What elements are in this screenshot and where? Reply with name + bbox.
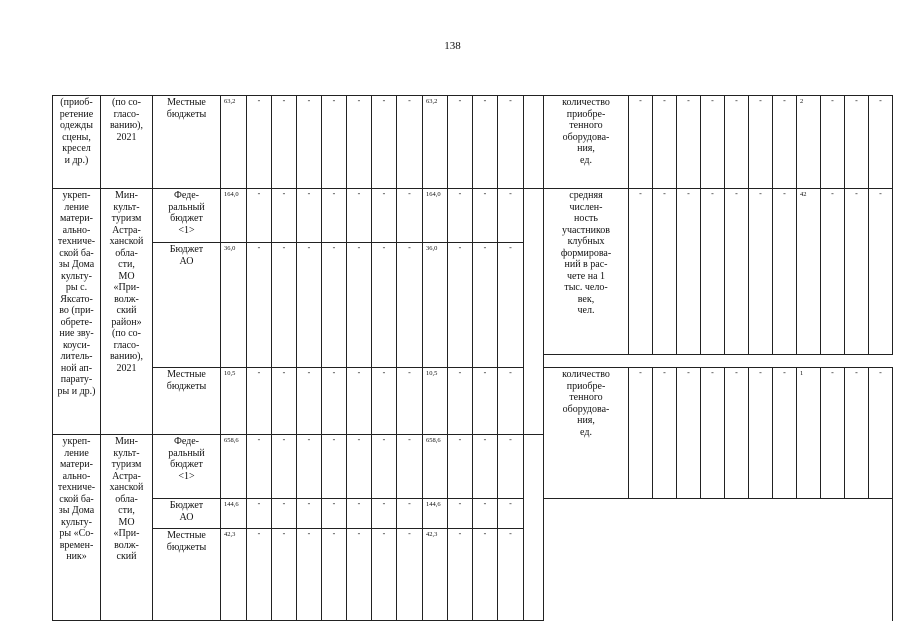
year-cell-text: - [458, 499, 462, 509]
funding-source-cell-text: Местные бюджеты [166, 97, 207, 120]
event-cell [53, 189, 101, 435]
indicator-year-cell-text: - [831, 368, 834, 377]
year-cell [397, 189, 423, 243]
indicator-year-cell-text: - [687, 368, 690, 377]
amount-total-cell [423, 435, 448, 499]
year-cell [372, 499, 397, 529]
event-cell-text: (приоб- ретение одежды сцены, кресел и др.) [59, 97, 94, 166]
indicator-year-cell-text: - [783, 189, 786, 198]
year-cell [272, 189, 297, 243]
year-cell [322, 96, 347, 189]
year-cell [372, 96, 397, 189]
indicator-year-cell [653, 96, 677, 189]
amount-total-cell [423, 189, 448, 243]
year-cell-text: - [458, 368, 462, 377]
year-cell [322, 529, 347, 621]
funding-source-cell [153, 529, 221, 621]
year-cell [473, 435, 498, 499]
indicator-value-cell [797, 368, 821, 499]
amount-cell-text: 658,6 [224, 437, 239, 444]
indicator-year-cell-text: - [711, 96, 714, 105]
year-cell-text: - [382, 529, 386, 539]
table-row [53, 368, 893, 435]
indicator-year-cell-text: - [831, 96, 834, 105]
year-cell [498, 499, 524, 529]
amount-cell-text: 42,3 [224, 531, 236, 539]
year-cell-text: - [257, 189, 261, 198]
year-cell [297, 368, 322, 435]
indicator-year-cell [677, 368, 701, 499]
year-cell [272, 499, 297, 529]
funding-source-cell-text: Местные бюджеты [166, 530, 207, 553]
indicator-year-cell [653, 368, 677, 499]
year-cell [397, 499, 423, 529]
year-cell [247, 189, 272, 243]
executor-cell [101, 189, 153, 435]
indicator-year-cell [821, 189, 845, 355]
indicator-year-cell-text: - [663, 189, 666, 198]
executor-cell-text: Мин- культ- туризм Астра- ханской обла- сти, МО «При- волж- ский [109, 436, 144, 562]
year-cell [372, 243, 397, 368]
year-cell [473, 529, 498, 621]
year-cell [498, 435, 524, 499]
amount-total-cell-text: 42,3 [426, 531, 438, 539]
year-cell [347, 529, 372, 621]
indicator-year-cell [749, 368, 773, 499]
indicator-year-cell [725, 96, 749, 189]
year-cell [247, 243, 272, 368]
indicator-name-cell [544, 189, 629, 355]
executor-cell-text: (по со- гласо- ванию), 2021 [109, 97, 144, 143]
year-cell-text: - [332, 435, 336, 444]
indicator-year-cell-text: - [855, 368, 858, 377]
year-cell [322, 243, 347, 368]
amount-total-cell-text: 144,6 [426, 501, 441, 509]
year-cell-text: - [307, 96, 311, 105]
year-cell-text: - [357, 96, 361, 105]
funding-source-cell [153, 368, 221, 435]
year-cell-text: - [282, 96, 286, 105]
indicator-year-cell [869, 189, 893, 355]
year-cell [372, 368, 397, 435]
year-cell [247, 96, 272, 189]
year-cell [322, 189, 347, 243]
page-number: 138 [444, 40, 461, 52]
year-cell-text: - [257, 435, 261, 444]
year-cell-text: - [257, 96, 261, 105]
year-cell [498, 189, 524, 243]
funding-source-cell-text: Бюджет АО [169, 500, 204, 523]
indicator-year-cell [749, 189, 773, 355]
indicator-year-cell [821, 96, 845, 189]
amount-cell [221, 499, 247, 529]
year-cell-text: - [357, 435, 361, 444]
year-cell [297, 499, 322, 529]
indicator-year-cell-text: - [711, 368, 714, 377]
indicator-year-cell [701, 189, 725, 355]
year-cell-text: - [509, 368, 512, 377]
year-cell-text: - [382, 243, 386, 252]
table-row [53, 529, 893, 621]
funding-source-cell-text: Феде- ральный бюджет <1> [168, 436, 205, 482]
year-cell-text: - [509, 529, 512, 539]
indicator-year-cell [773, 368, 797, 499]
indicator-year-cell-text: - [639, 368, 642, 377]
year-cell-text: - [408, 189, 411, 198]
indicator-year-cell-text: - [759, 368, 762, 377]
executor-cell-text: Мин- культ- туризм Астра- ханской обла- сти, МО «При- волж- ский район» (по со- гласо- ванию), 2021 [109, 190, 144, 374]
amount-cell [221, 189, 247, 243]
indicator-year-cell-text: - [639, 96, 642, 105]
indicator-year-cell [677, 96, 701, 189]
year-cell [473, 189, 498, 243]
year-cell [247, 499, 272, 529]
year-cell [397, 368, 423, 435]
amount-cell-text: 10,5 [224, 370, 236, 377]
indicator-year-cell-text: - [759, 189, 762, 198]
year-cell [347, 368, 372, 435]
gap-cell [524, 435, 544, 621]
year-cell-text: - [509, 243, 512, 252]
year-cell [473, 499, 498, 529]
indicator-year-cell [869, 368, 893, 499]
indicator-year-cell [869, 96, 893, 189]
year-cell [272, 368, 297, 435]
indicator-year-cell-text: - [855, 96, 858, 105]
amount-total-cell [423, 368, 448, 435]
year-cell [347, 435, 372, 499]
year-cell-text: - [382, 96, 386, 105]
indicator-year-cell-text: - [687, 189, 690, 198]
year-cell-text: - [483, 435, 487, 444]
indicator-year-cell-text: - [759, 96, 762, 105]
year-cell-text: - [357, 529, 361, 539]
year-cell [498, 96, 524, 189]
funding-source-cell [153, 96, 221, 189]
indicator-name-cell-text: количество приобре- тенного оборудова- ния, ед. [562, 369, 610, 438]
indicator-name-cell-text: средняя числен- ность участников клубных формирова- ний в рас- чете на 1 тыс. чело- век, чел. [560, 190, 612, 316]
gap-cell [524, 96, 544, 189]
amount-total-cell [423, 499, 448, 529]
year-cell [473, 243, 498, 368]
funding-source-cell [153, 499, 221, 529]
year-cell [322, 435, 347, 499]
year-cell-text: - [257, 499, 261, 509]
gap-cell [524, 189, 544, 435]
year-cell-text: - [357, 243, 361, 252]
indicator-year-cell [725, 189, 749, 355]
amount-cell-text: 36,0 [224, 245, 236, 252]
indicator-name-cell [544, 368, 629, 499]
year-cell-text: - [282, 435, 286, 444]
indicator-year-cell-text: - [783, 96, 786, 105]
indicator-year-cell-text: - [783, 368, 786, 377]
amount-cell-text: 144,6 [224, 501, 239, 509]
indicator-year-cell-text: - [687, 96, 690, 105]
year-cell-text: - [332, 499, 336, 509]
year-cell-text: - [483, 499, 487, 509]
amount-cell [221, 243, 247, 368]
year-cell [347, 499, 372, 529]
indicator-year-cell-text: - [879, 96, 882, 105]
table-row [53, 499, 893, 529]
event-cell [53, 435, 101, 621]
indicator-year-cell [845, 368, 869, 499]
program-table [52, 95, 893, 621]
year-cell [397, 243, 423, 368]
year-cell [297, 96, 322, 189]
indicator-year-cell-text: - [879, 189, 882, 198]
year-cell [448, 529, 473, 621]
year-cell [448, 189, 473, 243]
indicator-year-cell [749, 96, 773, 189]
indicator-year-cell-text: - [855, 189, 858, 198]
indicator-value-cell-text: 1 [800, 370, 804, 377]
year-cell-text: - [307, 499, 311, 509]
year-cell [247, 435, 272, 499]
year-cell-text: - [257, 243, 261, 252]
year-cell-text: - [509, 435, 512, 444]
year-cell [372, 435, 397, 499]
indicator-value-cell [797, 96, 821, 189]
indicator-value-cell-text: 2 [800, 98, 804, 105]
funding-source-cell-text: Феде- ральный бюджет <1> [168, 190, 205, 236]
year-cell-text: - [332, 189, 336, 198]
year-cell [397, 529, 423, 621]
year-cell-text: - [282, 529, 286, 539]
amount-total-cell-text: 36,0 [426, 245, 438, 252]
indicator-year-cell-text: - [735, 368, 738, 377]
year-cell [272, 529, 297, 621]
year-cell-text: - [282, 499, 286, 509]
indicator-year-cell-text: - [711, 189, 714, 198]
year-cell [473, 96, 498, 189]
year-cell [297, 189, 322, 243]
event-cell-text: укреп- ление матери- ально- техниче- ской ба- зы Дома культу- ры с. Яксато- во (при- обрете- ние зву- коуси- литель- ной ап- парату- ры и др.) [57, 190, 96, 397]
year-cell-text: - [509, 96, 512, 105]
amount-cell-text: 164,0 [224, 191, 239, 198]
indicator-year-cell [677, 189, 701, 355]
indicator-year-cell [773, 96, 797, 189]
year-cell-text: - [307, 243, 311, 252]
year-cell [297, 243, 322, 368]
year-cell-text: - [509, 499, 512, 509]
amount-cell [221, 529, 247, 621]
indicator-year-cell [821, 368, 845, 499]
year-cell [372, 189, 397, 243]
amount-total-cell [423, 243, 448, 368]
year-cell-text: - [458, 96, 462, 105]
funding-source-cell [153, 435, 221, 499]
year-cell-text: - [307, 189, 311, 198]
indicator-year-cell-text: - [735, 189, 738, 198]
year-cell [473, 368, 498, 435]
year-cell [322, 499, 347, 529]
funding-source-cell-text: Бюджет АО [169, 244, 204, 267]
year-cell [498, 529, 524, 621]
indicator-value-cell-text: 42 [800, 191, 807, 198]
year-cell-text: - [408, 243, 411, 252]
year-cell-text: - [257, 529, 261, 539]
year-cell-text: - [282, 368, 286, 377]
year-cell-text: - [357, 368, 361, 377]
year-cell [347, 96, 372, 189]
indicator-year-cell [629, 189, 653, 355]
year-cell [448, 499, 473, 529]
year-cell-text: - [382, 499, 386, 509]
year-cell [448, 96, 473, 189]
year-cell-text: - [332, 368, 336, 377]
year-cell [347, 243, 372, 368]
amount-total-cell-text: 164,0 [426, 191, 441, 198]
year-cell-text: - [307, 435, 311, 444]
year-cell-text: - [483, 96, 487, 105]
year-cell [448, 243, 473, 368]
indicator-year-cell [845, 189, 869, 355]
year-cell-text: - [332, 529, 336, 539]
funding-source-cell [153, 189, 221, 243]
year-cell-text: - [357, 189, 361, 198]
indicator-year-cell [845, 96, 869, 189]
year-cell [448, 435, 473, 499]
year-cell [272, 435, 297, 499]
year-cell-text: - [458, 189, 462, 198]
amount-cell [221, 435, 247, 499]
year-cell-text: - [307, 368, 311, 377]
event-cell-text: укреп- ление матери- ально- техниче- ской ба- зы Дома культу- ры «Со- времен- ник» [57, 436, 96, 562]
year-cell-text: - [458, 529, 462, 539]
year-cell [297, 529, 322, 621]
amount-cell [221, 96, 247, 189]
amount-cell-text: 63,2 [224, 98, 236, 105]
indicator-year-cell [701, 368, 725, 499]
funding-source-cell-text: Местные бюджеты [166, 369, 207, 392]
year-cell [397, 96, 423, 189]
amount-total-cell [423, 529, 448, 621]
indicator-year-cell [773, 189, 797, 355]
indicator-year-cell [653, 189, 677, 355]
year-cell-text: - [282, 243, 286, 252]
year-cell [397, 435, 423, 499]
indicator-year-cell-text: - [735, 96, 738, 105]
year-cell [247, 368, 272, 435]
year-cell-text: - [282, 189, 286, 198]
year-cell [247, 529, 272, 621]
year-cell [498, 368, 524, 435]
indicator-year-cell-text: - [831, 189, 834, 198]
funding-source-cell [153, 243, 221, 368]
year-cell [498, 243, 524, 368]
indicator-year-cell [701, 96, 725, 189]
year-cell-text: - [483, 189, 487, 198]
year-cell-text: - [408, 435, 411, 444]
indicator-year-cell-text: - [663, 96, 666, 105]
year-cell-text: - [458, 435, 462, 444]
year-cell-text: - [332, 96, 336, 105]
table-row [53, 96, 893, 189]
amount-total-cell-text: 63,2 [426, 98, 438, 105]
year-cell [372, 529, 397, 621]
indicator-year-cell-text: - [879, 368, 882, 377]
year-cell [347, 189, 372, 243]
year-cell-text: - [257, 368, 261, 377]
indicator-name-cell-text: количество приобре- тенного оборудова- ния, ед. [562, 97, 610, 166]
indicator-year-cell-text: - [663, 368, 666, 377]
year-cell-text: - [408, 499, 411, 509]
amount-total-cell-text: 658,6 [426, 437, 441, 444]
year-cell [272, 96, 297, 189]
year-cell [272, 243, 297, 368]
year-cell-text: - [332, 243, 336, 252]
indicator-year-cell [629, 368, 653, 499]
amount-cell [221, 368, 247, 435]
year-cell-text: - [382, 435, 386, 444]
year-cell-text: - [307, 529, 311, 539]
year-cell-text: - [408, 96, 411, 105]
indicator-year-cell-text: - [639, 189, 642, 198]
executor-cell [101, 96, 153, 189]
indicator-year-cell [629, 96, 653, 189]
amount-total-cell-text: 10,5 [426, 370, 438, 377]
year-cell-text: - [483, 529, 487, 539]
year-cell-text: - [382, 189, 386, 198]
year-cell-text: - [408, 529, 411, 539]
amount-total-cell [423, 96, 448, 189]
executor-cell [101, 435, 153, 621]
year-cell-text: - [357, 499, 361, 509]
event-cell [53, 96, 101, 189]
year-cell-text: - [382, 368, 386, 377]
table-row [53, 189, 893, 243]
year-cell [322, 368, 347, 435]
year-cell-text: - [408, 368, 411, 377]
indicator-value-cell [797, 189, 821, 355]
year-cell-text: - [509, 189, 512, 198]
indicator-year-cell [725, 368, 749, 499]
year-cell-text: - [483, 243, 487, 252]
year-cell-text: - [483, 368, 487, 377]
year-cell-text: - [458, 243, 462, 252]
year-cell [448, 368, 473, 435]
year-cell [297, 435, 322, 499]
indicator-name-cell [544, 96, 629, 189]
